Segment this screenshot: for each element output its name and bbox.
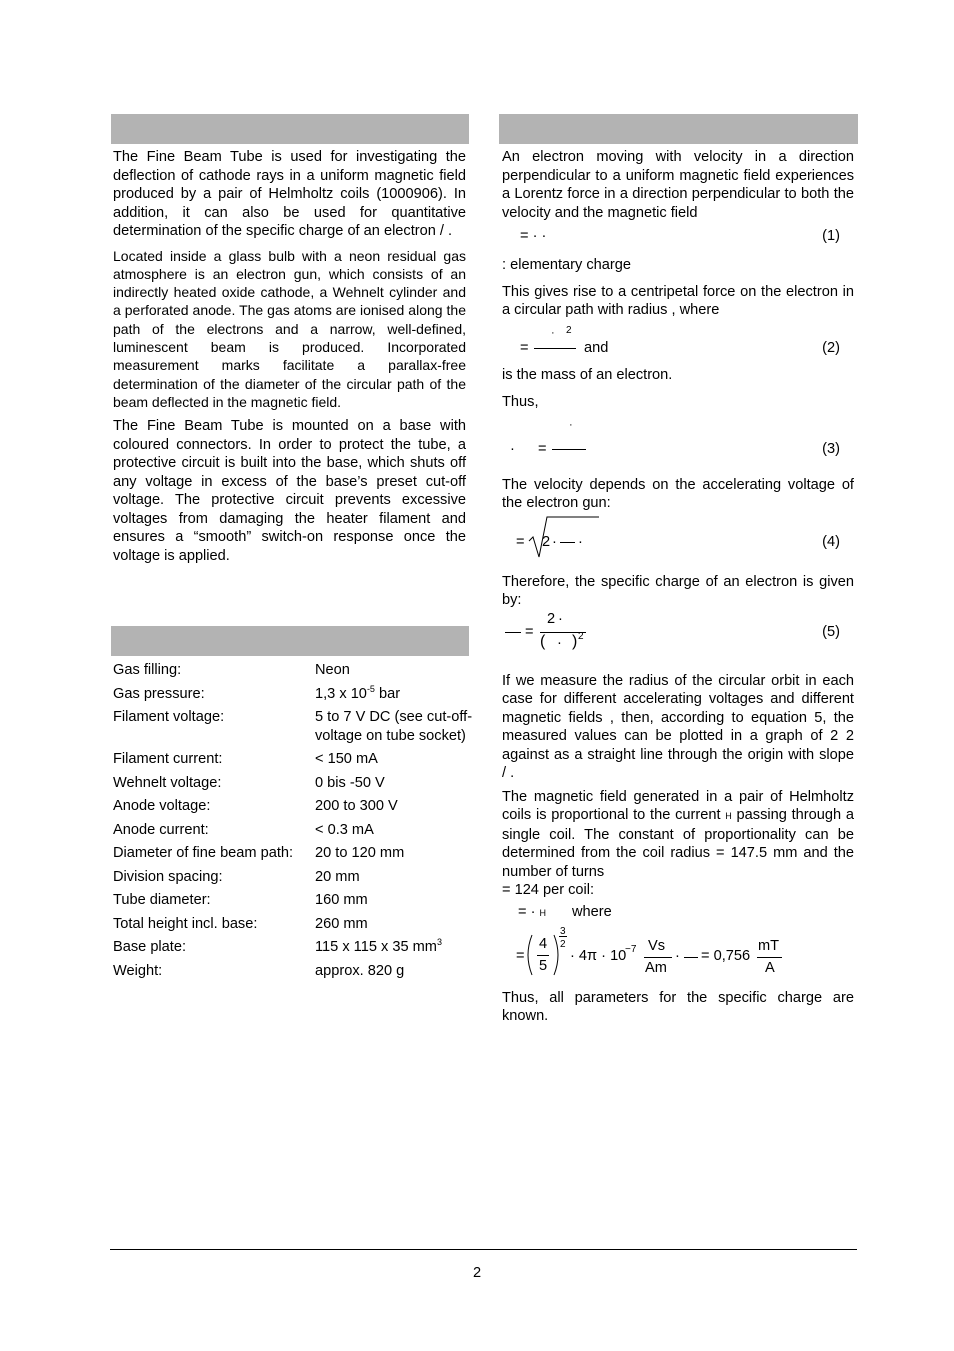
spec-row xyxy=(113,891,493,910)
paragraph: This gives rise to a centripetal force on the electron in a circular path with radius , where xyxy=(502,283,854,318)
equation-text: 4 xyxy=(539,935,548,952)
left-column xyxy=(113,148,466,565)
paragraph: Located inside a glass bulb with a neon residual gas atmosphere is an electron gun, which consists of an indirectly heated oxide cathode, a Wehnelt cylinder and a perforated anode. The gas atoms are ionised along the path of the electrons and a narrow, well-defined, luminescent beam is produced. Incorporated measurement marks facilitate a parallax-free determination of the diameter of the circular path of the beam deflected in the magnetic field. xyxy=(113,247,466,410)
equation-text: · 4π · 10 xyxy=(570,947,627,964)
equation-text: 2 xyxy=(560,938,566,950)
spec-value xyxy=(315,750,493,769)
equation-number: (1) xyxy=(822,228,840,244)
spec-value-superscript: 3 xyxy=(436,937,442,947)
spec-value-text: 115 x 115 x 35 mm xyxy=(315,939,437,955)
spec-value xyxy=(315,797,493,816)
spec-value xyxy=(315,891,493,910)
spec-value xyxy=(315,844,493,863)
spec-label: Anode voltage: xyxy=(113,798,211,814)
spec-row xyxy=(113,661,493,680)
equation-text: 2 xyxy=(542,533,551,550)
paragraph: If we measure the radius of the circular orbit in each case for different accelerating voltages and different magnetic fields , then, according to equation 5, the measured values can be plotted in a graph of 2 2 against as a straight line through the origin with slope / . xyxy=(502,672,854,781)
paragraph: : elementary charge xyxy=(502,257,631,273)
right-column xyxy=(502,148,854,1026)
spec-value-text: 260 mm xyxy=(315,915,368,932)
spec-value xyxy=(315,774,493,793)
spec-table xyxy=(113,661,493,985)
spec-label: Diameter of fine beam path: xyxy=(113,845,294,861)
spec-value-text: 0 bis -50 V xyxy=(315,774,385,791)
spec-value xyxy=(315,915,493,934)
spec-label: Total height incl. base: xyxy=(113,915,258,932)
spec-value-text: Neon xyxy=(315,662,350,678)
equation-text: −7 xyxy=(625,943,637,955)
equation-text: and xyxy=(584,339,609,356)
paragraph: The Fine Beam Tube is mounted on a base with coloured connectors. In order to protect the tube, a protective circuit is built into the base, which shuts off any voltage in excess of the base’s preset cut-off voltage. The protective circuit prevents excessive voltages from damaging the heater filament and ensures a “smooth” switch-on response once the voltage is applied. xyxy=(113,418,466,564)
spec-label: Base plate: xyxy=(113,939,187,955)
spec-value-text: approx. 820 g xyxy=(315,962,405,979)
page-number: 2 xyxy=(472,1265,482,1281)
spec-label: Division spacing: xyxy=(113,868,223,885)
equation-number: (4) xyxy=(822,533,840,550)
equation-k-value: = 4 5 3 2 · 4π · 10 −7 Vs Am · = 0,756 mT A xyxy=(502,927,854,989)
spec-row xyxy=(113,844,493,863)
section-header-bar xyxy=(499,114,858,144)
spec-value-text: 200 to 300 V xyxy=(315,798,398,814)
spec-row xyxy=(113,708,493,745)
spec-value-text: 20 mm xyxy=(315,868,360,885)
section-header-bar xyxy=(111,114,469,144)
equation-text: 5 xyxy=(539,957,548,974)
spec-row xyxy=(113,750,493,769)
equation-1: = · · (1) xyxy=(520,228,840,244)
spec-value xyxy=(315,938,493,957)
spec-value-text: < 150 mA xyxy=(315,751,378,767)
spec-value xyxy=(315,685,493,704)
spec-label: Anode current: xyxy=(113,821,209,838)
paragraph: The magnetic field generated in a pair of Helmholtz coils is proportional to the current H passing through a single coil. The constant of proportionality can be determined from the coil radius = 147.5 mm and the number of turns xyxy=(502,788,854,880)
section-header-bar xyxy=(111,626,469,656)
paragraph: Thus, xyxy=(502,394,539,410)
spec-label: Gas pressure: xyxy=(113,685,205,702)
spec-row xyxy=(113,821,493,840)
equation-text: = 0,756 xyxy=(701,947,751,964)
spec-label: Weight: xyxy=(113,962,163,979)
spec-value xyxy=(315,821,493,840)
equation-text: Am xyxy=(645,959,667,976)
equation-2: · 2 = and (2) xyxy=(520,324,840,356)
spec-value xyxy=(315,962,493,981)
spec-value-superscript: -5 xyxy=(366,683,375,694)
spec-label: Gas filling: xyxy=(113,662,182,678)
equation-text: where xyxy=(572,903,612,920)
equation-4: = 2 · · (4) xyxy=(502,513,854,567)
paragraph: is the mass of an electron. xyxy=(502,366,673,383)
spec-value-unit: bar xyxy=(374,685,401,702)
spec-row xyxy=(113,915,493,934)
spec-row xyxy=(113,868,493,887)
spec-row xyxy=(113,938,493,957)
paragraph: = 124 per coil: xyxy=(502,882,595,898)
spec-value-text: 20 to 120 mm xyxy=(315,845,405,861)
equation-k: = · H where xyxy=(518,903,612,920)
equation-text: 3 xyxy=(560,925,566,937)
equation-5: = 2 · ( · ) 2 (5) xyxy=(502,610,854,668)
equation-3: · · = (3) xyxy=(510,418,840,457)
equation-number: (3) xyxy=(822,440,840,457)
paragraph-part: passing through a single coil. The constant of proportionality can be determined from the coil radius = 147.5 mm and the number of turns xyxy=(502,807,854,880)
paragraph-part: The magnetic field generated in a pair of Helmholtz coils is proportional to the current xyxy=(502,788,854,823)
spec-row xyxy=(113,774,493,793)
paragraph: The Fine Beam Tube is used for investigating the deflection of cathode rays in a uniform magnetic field produced by a pair of Helmholtz coils (1000906). In addition, it can also be used for quantitative determination of the specific charge of an electron / . xyxy=(113,149,466,239)
spec-value-text: < 0.3 mA xyxy=(315,821,374,838)
equation-text: 2 xyxy=(547,610,556,627)
spec-label: Wehnelt voltage: xyxy=(113,774,222,791)
equation-text: A xyxy=(765,959,775,976)
spec-label: Filament voltage: xyxy=(113,709,225,725)
spec-value xyxy=(315,661,493,680)
paragraph: Thus, all parameters for the specific charge are known. xyxy=(502,989,854,1024)
footer-rule xyxy=(110,1249,857,1250)
equation-number: (2) xyxy=(822,339,840,356)
spec-row xyxy=(113,962,493,981)
spec-value-text: 160 mm xyxy=(315,892,368,908)
spec-label: Tube diameter: xyxy=(113,892,211,908)
equation-text: mT xyxy=(758,937,780,954)
equation-number: (5) xyxy=(822,623,840,640)
spec-value-text: 1,3 x 10 xyxy=(315,685,367,702)
spec-value xyxy=(315,708,493,745)
spec-label: Filament current: xyxy=(113,751,223,767)
spec-value xyxy=(315,868,493,887)
paragraph: Therefore, the specific charge of an electron is given by: xyxy=(502,573,854,608)
equation-text: Vs xyxy=(648,937,666,954)
spec-row xyxy=(113,685,493,704)
paragraph: An electron moving with velocity in a direction perpendicular to a uniform magnetic field experiences a Lorentz force in a direction perpendicular to both the velocity and the magnetic field xyxy=(502,149,854,221)
spec-row xyxy=(113,797,493,816)
paragraph: The velocity depends on the accelerating voltage of the electron gun: xyxy=(502,476,854,511)
spec-value-text: 5 to 7 V DC (see cut-off-voltage on tube socket) xyxy=(315,709,473,744)
